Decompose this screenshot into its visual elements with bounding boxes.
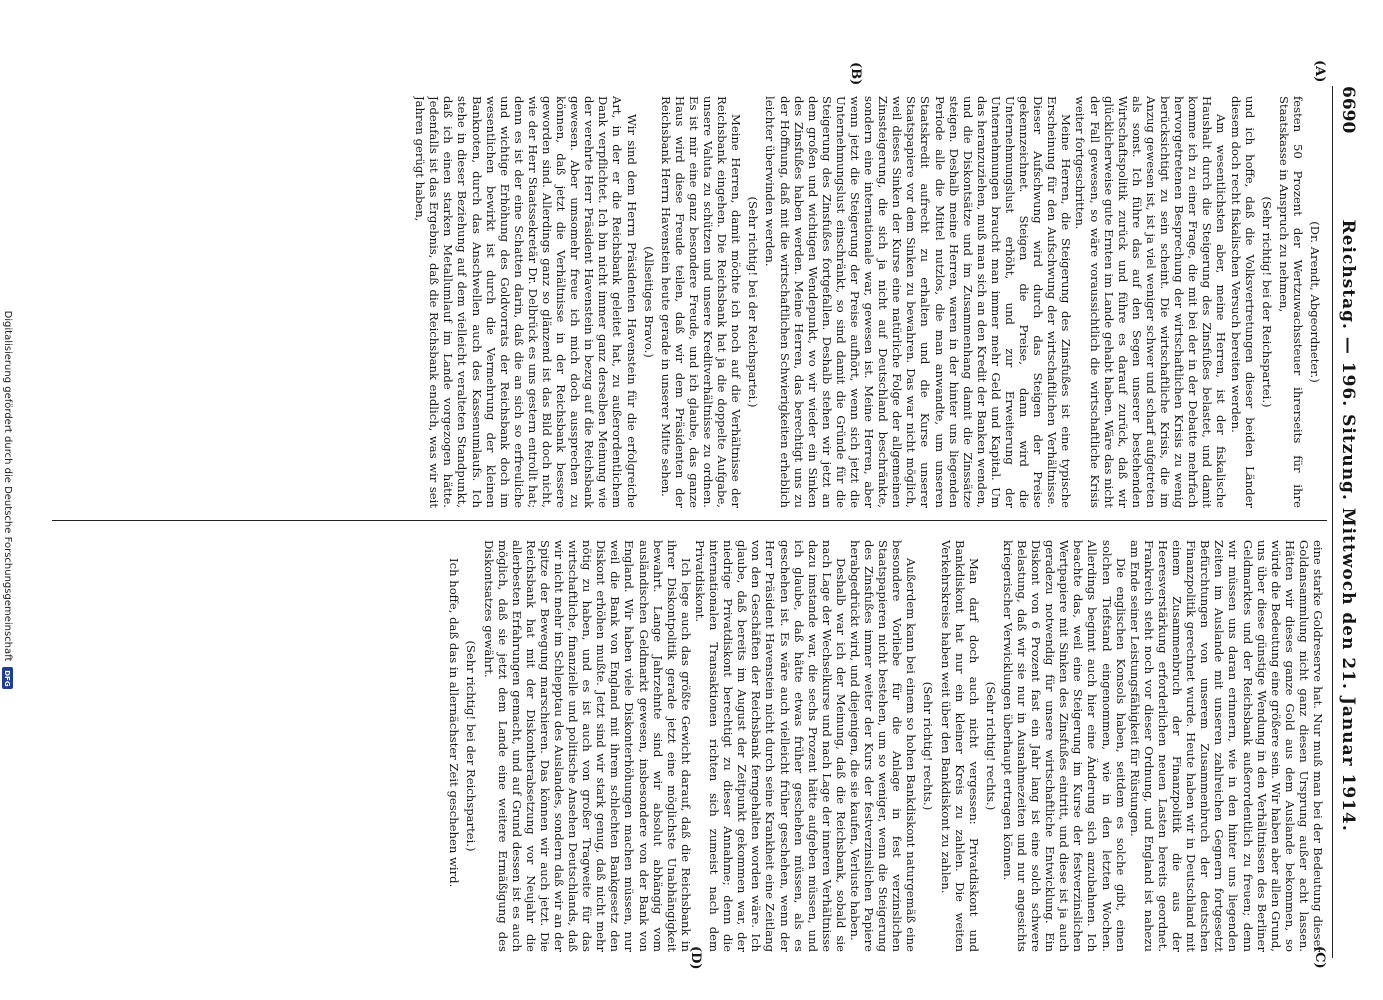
paragraph: Man darf doch auch nicht vergessen: Privatdiskont und Bankdiskont hat nur ein kleiner Kreis zu zahlen. Die weiten Verkehrskreise haben weit über den Bankdiskont zu zahlen. <box>938 540 981 952</box>
margin-marker-b: (B) <box>848 62 863 86</box>
speaker-attribution: (Dr. Arendt, Abgeordneter.) <box>1308 221 1322 383</box>
interjection: (Sehr richtig! rechts.) <box>983 681 998 811</box>
margin-marker-d: (D) <box>688 946 703 970</box>
dfg-logo-icon: DFG <box>2 667 13 689</box>
page-number: 6690 <box>1338 86 1358 134</box>
paragraph: Wir sind dem Herrn Präsidenten Havenstein für die erfolgreiche Art, in der er die Reichsbank geleitet hat, zu außerordentlichem Dank verpflichtet. Ich bin nicht immer ganz derselben Meinung wie der verehrte Herr Präsident Havenstein in bezug auf die Reichsbank gewesen. Aber umsomehr freue ich mich doch aussprechen zu können, daß jetzt die Verhältnisse in der Reichsbank bessere geworden sind. Allerdings ganz so glänzend ist das Bild doch nicht, wie der Herr Staatssekretär Dr. Delbrück es uns gestern entrollt hat; denn es ist der eine Schatten darin, daß die an sich so erfreuliche und wichtige Erhöhung des Goldvorrats der Reichsbank doch im wesentlichen bewirkt ist durch die Vermehrung der kleinen Banknoten, durch das Anschwellen auch des Kassenumlaufs. Ich stehe in dieser Beziehung auf dem vielleicht veralteten Standpunkt, daß ich einen starken Metallumlauf im Lande vorgezogen hätte. Jedenfalls ist das Ergebnis, daß die Reichsbank endlich, was wir seit Jahren gerügt haben, <box>413 96 639 508</box>
interjection: (Sehr richtig! bei der Reichspartei.) <box>746 196 761 408</box>
page-title: Reichstag. — 196. Sitzung. Mittwoch den 21. Januar 1914. <box>1338 219 1358 832</box>
paragraph: Ich hoffe, daß das in allernächster Zeit geschehen wird. <box>447 558 462 888</box>
paragraph: Am wesentlichsten aber, meine Herren, ist der fiskalische Haushalt durch die Steigerung des Zinsfußes belastet, und damit komme ich zu einer Frage, die mit bei der in der Debatte mehrfach hervorgetretenen Besprechung der wirtschaftlichen Krisis zu wenig berücksichtigt zu sein scheint. Die wirtschaftliche Krisis, die im Anzug gewesen ist, ist ja viel weniger schwer und scharf aufgetreten als sonst. Ich führe das auf den Segen unserer bestehenden Wirtschaftspolitik zurück und führe es darauf zurück, daß wir glücklicherweise gute Ernten im Lande gehabt haben. Wäre das nicht der Fall gewesen, so wäre voraussichtlich die wirtschaftliche Krisis weiter fortgeschritten. <box>1073 96 1229 508</box>
paragraph: Meine Herren, damit möchte ich noch auf die Verhältnisse der Reichsbank eingehen. Die Reichsbank hat ja die doppelte Aufgabe, unsere Valuta zu schützen und unsere Kreditverhältnisse zu ordnen. Es ist mir eine ganz besondere Freude, und ich glaube, das ganze Haus wird diese Freude teilen, daß wir dem Präsidenten der Reichsbank Herrn Havenstein heute gerade in unserer Mitte sehen. <box>658 96 744 508</box>
paragraph: Die englischen Konsols haben, seitdem es solche gibt, einen solchen Tiefstand eingenommen, wie in den letzten Wochen. Allerdings beginnt auch hier eine Änderung sich anzubahnen. Ich beachte das, weil eine Steigerung im Kurse der festverzinslichen Wertpapiere mit Sinken des Zinsfußes eintritt, und diese ist ja auch geradezu notwendig für unsere wirtschaftliche Entwicklung. Ein Diskont von 6 Prozent fast ein Jahr lang ist eine solch schwere Belastung, daß wir sie nur in Ausnahmezeiten und nur angesichts kriegerischer Verwicklungen überhaupt ertragen können. <box>1000 540 1128 952</box>
interjection: (Sehr richtig! rechts.) <box>921 681 936 811</box>
margin-marker-a: (A) <box>1312 60 1327 83</box>
credit-text: Digitalisierung gefördert durch die Deutsche Forschungsgemeinschaft <box>2 310 13 662</box>
margin-marker-c: (C) <box>1312 946 1327 969</box>
paragraph: Deshalb war ich der Meinung, daß die Reichsbank, sobald sie nach Lage der Wechselkurse und nach Lage der inneren Verhältnisse dazu imstande war, die sechs Prozent hätte aufgeben müssen, und ich glaube, daß hätte etwas früher geschehen müssen, als es geschehen ist. Es wäre auch vielleicht früher geschehen, wenn der Herr Präsident Havenstein nicht durch seine Krankheit eine Zeitlang von den Geschäften der Reichsbank ferngehalten worden wäre. Ich glaube, daß bereits im August der Zeitpunkt gekommen war, der niedrige Privatdiskont berechtigt zu dieser Annahme; denn die internationalen Transaktionen richten sich zumeist nach dem Privatdiskont. <box>692 540 848 952</box>
paragraph: Ich lege auch das größte Gewicht darauf, daß die Reichsbank in ihrer Diskontpolitik gerade jetzt eine möglichste Unabhängigkeit bewahrt. Lange Jahrzehnte sind wir absolut abhängig vom ausländischen Geldmarkt gewesen, insbesondere von der Bank von England. Wir haben viele Diskonterhöhungen machen müssen, nur weil die Bank von England mit ihrem schlechten Bankgesetz den Diskont erhöhen mußte. Jetzt sind wir stark genug, daß nicht mehr nötig zu haben, und es ist auch von großer Tragweite für das wirtschaftliche, finanzielle und politische Ansehen Deutschlands, daß wir nicht mehr im Schlepptau des Auslandes, sondern daß wir an der Spitze der Bewegung marschieren. Das können wir auch jetzt. Die Reichsbank hat mit der Diskontherabsetzung vor Neujahr die allerbesten Erfahrungen gemacht, und auf Grund dessen ist es auch möglich, daß sie jetzt dem Lande eine weitere Ermäßigung des Diskontsatzes gewährt. <box>481 540 693 952</box>
paragraph: und ich hoffe, daß die Volksvertretungen dieser beiden Länder diesem doch recht fiskalischen Versuch bereiten werden. <box>1228 96 1257 508</box>
paragraph: festen 50 Prozent der Wertzuwachssteuer ihrerseits für ihre Staatskasse in Anspruch zu nehmen, <box>1276 96 1305 508</box>
page-header <box>1332 86 1363 958</box>
digitization-credit <box>0 0 15 1000</box>
paragraph: eine starke Goldreserve hat. Nur muß man bei der Bedeutung dieser Goldansammlung nicht ganz diesen Ursprung außer acht lassen. Hätten wir dieses ganze Gold aus dem Auslande bekommen, so würde die Bedeutung eine größere sein. Wir haben aber allen Grund, uns über diese günstige Wendung in den Verhältnissen des Berliner Geldmarktes und der Reichsbank außerordentlich zu freuen; denn wir müssen uns daran erinnern, wie in den hinter uns liegenden Zeiten im Auslande mit unseren zahlreichen Gegnern fortgesetzt Befürchtungen von unserem Zusammenbruch der deutschen Finanzpolitik gerechnet wurde. Heute haben wir in Deutschland mit einem Zusammenbruch der Finanzpolitik die aus der Heeresverstärkung erforderlichen neuen Lasten bereits geordnet. Frankreich steht noch vor dieser Ordnung, und England ist nahezu am Ende seiner Leistungsfähigkeit für Rüstungen. <box>1127 540 1325 952</box>
interjection: (Sehr richtig! bei der Reichspartei.) <box>464 640 479 852</box>
right-column <box>55 540 1325 952</box>
paragraph: Meine Herren, die Steigerung des Zinsfußes ist eine typische Erscheinung für den Aufschwung der wirtschaftlichen Verhältnisse. Dieser Aufschwung wird durch das Steigen der Preise gekennzeichnet. Steigen die Preise, dann wird die Unternehmungslust erhöht, und zur Erweiterung der Unternehmungen braucht man immer mehr Geld und Kapital. Um das heranzuziehen, muß man sich an den Kredit der Banken wenden, und die Diskontsätze und im Zusammenhang damit die Zinssätze steigen. Deshalb meine Herren, waren in der hinter uns liegenden Periode alle die Mittel nutzlos, die man anwandte, um unseren Staatskredit aufrecht zu erhalten und die Kurse unserer Staatspapiere vor dem Sinken zu bewahren. Das war nicht möglich, weil dieses Sinken der Kurse eine natürliche Folge der allgemeinen Zinssteigerung, die sich ja nicht auf Deutschland beschränkte, sondern eine internationale war, gewesen ist. Meine Herren, aber wenn jetzt die Steigerung der Preise aufhört, wenn sich jetzt die Unternehmungslust einschränkt, so sind damit die Gründe für die Steigerung des Zinsfußes fortgefallen. Deshalb stehen wir jetzt an dem großen und wichtigen Wendepunkt, wo wir wieder ein Sinken des Zinsfußes haben werden. Meine Herren, das berechtigt uns zu der Hoffnung, daß mit die wirtschaftlichen Schwierigkeiten erheblich leichter überwinden werden. <box>763 96 1074 508</box>
left-column <box>55 96 1325 508</box>
interjection: (Allseitiges Bravo.) <box>641 246 656 358</box>
column-divider <box>52 520 1327 521</box>
interjection: (Sehr richtig! bei der Reichspartei.) <box>1259 196 1274 408</box>
paragraph: Außerdem kann bei einem so hohen Bankdiskont naturgemäß eine besondere Vorliebe für die Anlage in fest verzinslichen Staatspapieren nicht bestehen, um so weniger, wenn die Steigerung des Zinsfußes immer weiter der Kurs der festverzinslichen Papiere herabgedrückt wird, und diejenigen, die sie kaufen, Verluste haben. <box>848 540 919 952</box>
